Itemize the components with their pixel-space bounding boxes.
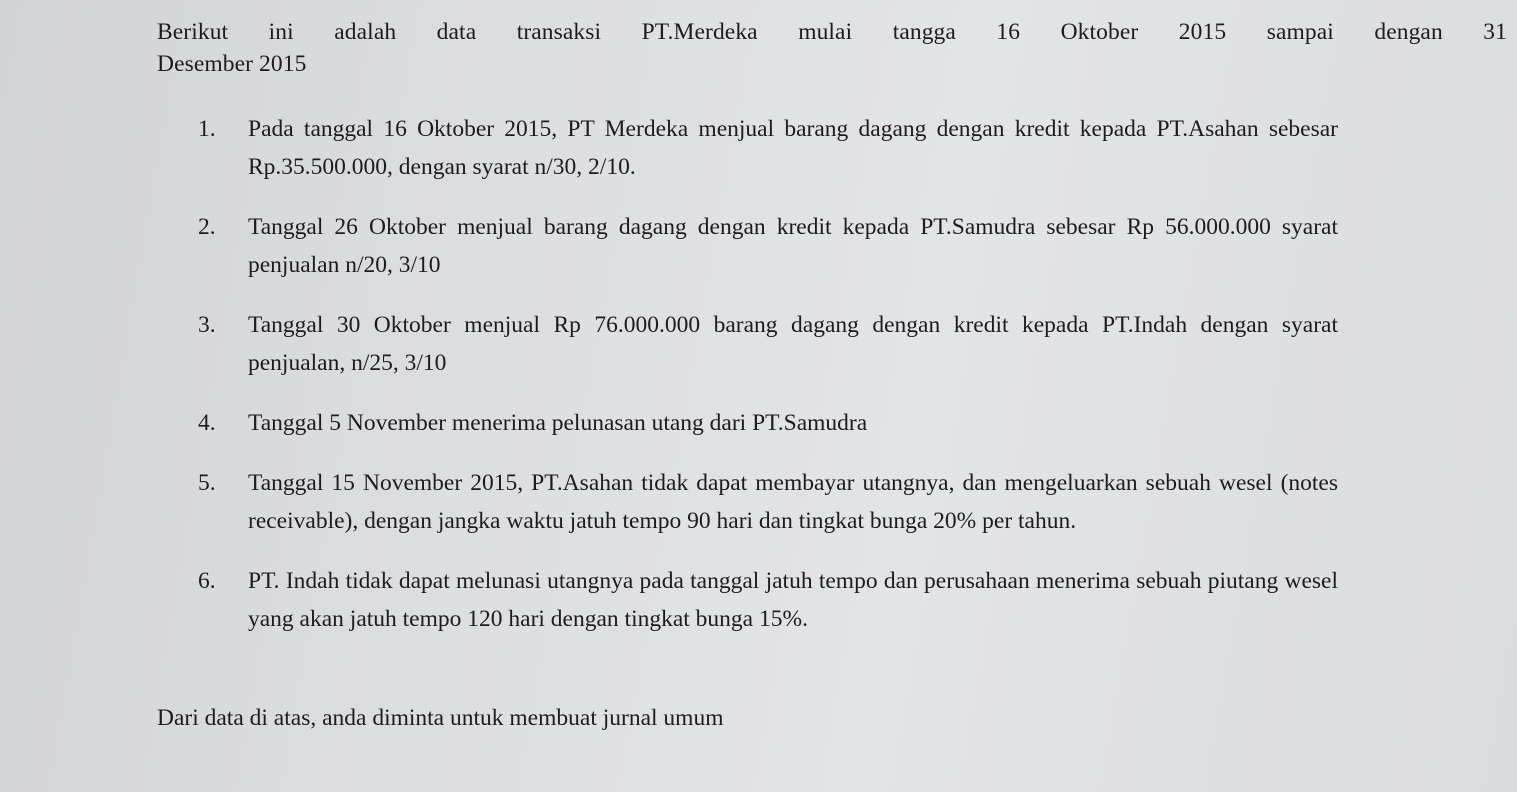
item-number: 6. <box>198 568 216 594</box>
item-text: Pada tanggal 16 Oktober 2015, PT Merdeka menjual barang dagang dengan kredit kepada PT.Asahan sebesar Rp.35.500.000, dengan syarat n/30, 2/10. <box>248 116 1338 180</box>
transaction-list <box>198 110 1338 660</box>
list-item <box>198 208 1338 284</box>
intro-line-1: Berikut ini adalah data transaksi PT.Merdeka mulai tangga 16 Oktober 2015 sampai dengan 31 <box>157 19 1507 45</box>
closing-instruction: Dari data di atas, anda diminta untuk membuat jurnal umum <box>157 705 724 731</box>
list-item <box>198 464 1338 540</box>
item-text: PT. Indah tidak dapat melunasi utangnya pada tanggal jatuh tempo dan perusahaan menerima sebuah piutang wesel yang akan jatuh tempo 120 hari dengan tingkat bunga 15%. <box>248 568 1338 632</box>
list-item <box>198 404 1338 442</box>
item-number: 4. <box>198 410 216 436</box>
list-item <box>198 110 1338 186</box>
item-text: Tanggal 15 November 2015, PT.Asahan tidak dapat membayar utangnya, dan mengeluarkan sebuah wesel (notes receivable), dengan jangka waktu jatuh tempo 90 hari dan tingkat bunga 20% per tahun. <box>248 470 1338 534</box>
intro-paragraph <box>157 16 1507 80</box>
item-number: 5. <box>198 470 216 496</box>
item-text: Tanggal 26 Oktober menjual barang dagang dengan kredit kepada PT.Samudra sebesar Rp 56.000.000 syarat penjualan n/20, 3/10 <box>248 214 1338 278</box>
list-item <box>198 562 1338 638</box>
item-number: 3. <box>198 312 216 338</box>
item-number: 2. <box>198 214 216 240</box>
list-item <box>198 306 1338 382</box>
item-text: Tanggal 30 Oktober menjual Rp 76.000.000 barang dagang dengan kredit kepada PT.Indah dengan syarat penjualan, n/25, 3/10 <box>248 312 1338 376</box>
item-number: 1. <box>198 116 216 142</box>
intro-line-2: Desember 2015 <box>157 51 307 77</box>
item-text: Tanggal 5 November menerima pelunasan utang dari PT.Samudra <box>248 410 868 436</box>
